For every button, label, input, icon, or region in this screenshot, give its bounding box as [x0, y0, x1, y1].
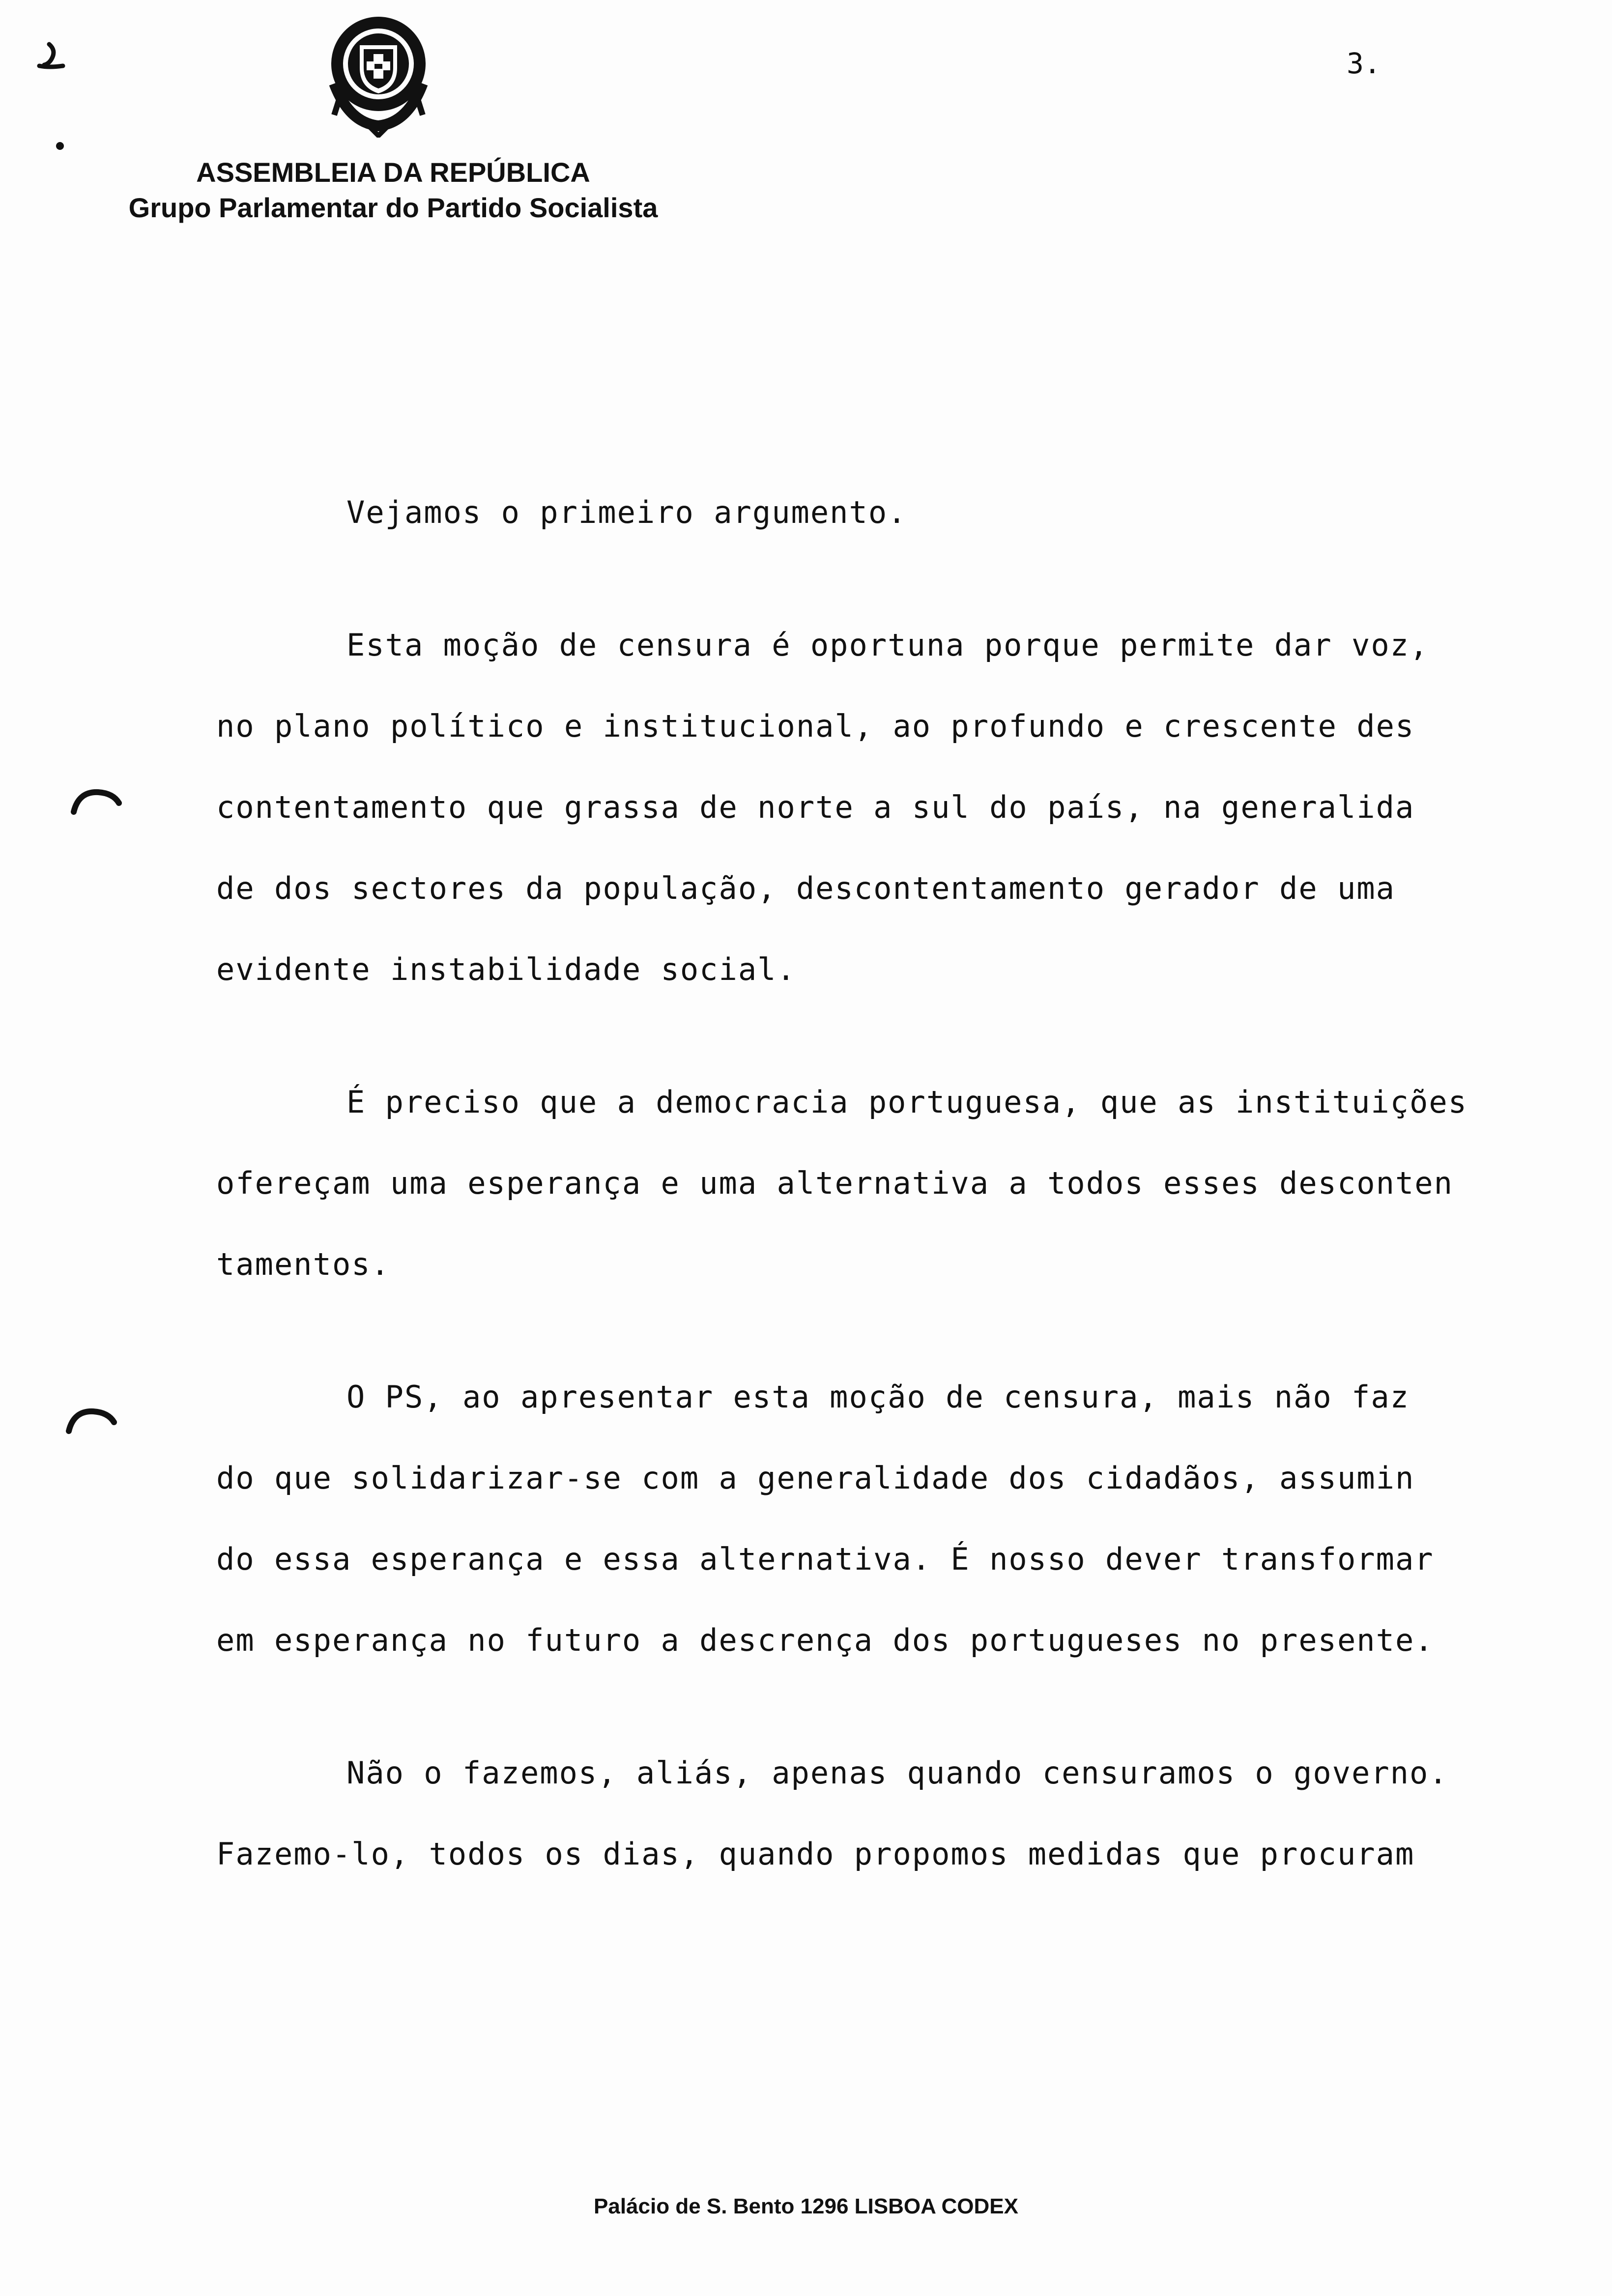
text-line: O PS, ao apresentar esta moção de censura, mais não faz — [346, 1379, 1410, 1415]
text-line: Esta moção de censura é oportuna porque permite dar voz, — [346, 627, 1429, 663]
text-line: Não o fazemos, aliás, apenas quando censuramos o governo. — [346, 1755, 1448, 1791]
paragraph-4 — [216, 1356, 1504, 1681]
text-line: Fazemo-lo, todos os dias, quando propomos medidas que procuram — [216, 1836, 1415, 1872]
portuguese-coat-of-arms-icon — [315, 10, 442, 138]
handwritten-mark — [34, 39, 74, 74]
text-line: ofereçam uma esperança e uma alternativa a todos esses desconten — [216, 1165, 1453, 1201]
text-line: no plano político e institucional, ao profundo e crescente des — [216, 708, 1415, 744]
text-line: evidente instabilidade social. — [216, 951, 796, 987]
hole-punch-mark — [69, 786, 123, 816]
paragraph-1 — [216, 472, 1504, 553]
institution-name: ASSEMBLEIA DA REPÚBLICA — [196, 157, 590, 188]
letterhead — [74, 155, 713, 226]
dot-mark — [54, 140, 66, 152]
text-line: contentamento que grassa de norte a sul do país, na generalida — [216, 789, 1415, 825]
text-line: tamentos. — [216, 1246, 390, 1282]
page-number: 3. — [1347, 47, 1381, 80]
hole-punch-mark — [64, 1406, 118, 1435]
text-line: do essa esperança e essa alternativa. É nosso dever transformar — [216, 1541, 1434, 1577]
text-line: É preciso que a democracia portuguesa, que as instituições — [346, 1084, 1468, 1120]
text-line: em esperança no futuro a descrença dos portugueses no presente. — [216, 1622, 1434, 1658]
paragraph-3 — [216, 1062, 1504, 1305]
text-line: de dos sectores da população, descontentamento gerador de uma — [216, 870, 1395, 906]
paragraph-5 — [216, 1732, 1504, 1894]
parliamentary-group-name: Grupo Parlamentar do Partido Socialista — [128, 192, 658, 223]
footer-address: Palácio de S. Bento 1296 LISBOA CODEX — [594, 2194, 1018, 2218]
paragraph-2 — [216, 604, 1504, 1010]
text-line: Vejamos o primeiro argumento. — [346, 494, 907, 530]
document-body — [216, 472, 1504, 1894]
text-line: do que solidarizar-se com a generalidade dos cidadãos, assumin — [216, 1460, 1415, 1496]
